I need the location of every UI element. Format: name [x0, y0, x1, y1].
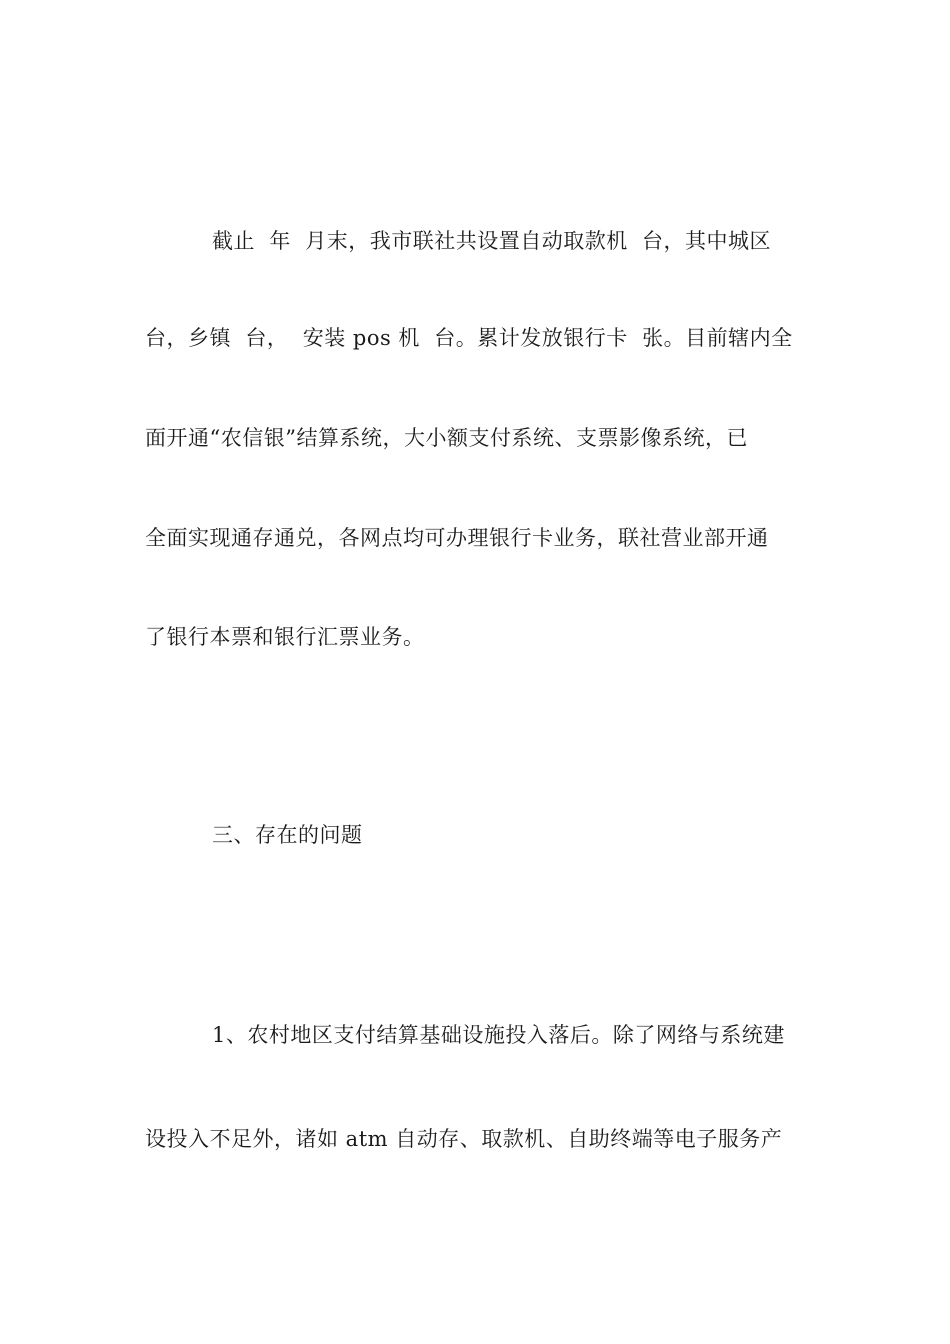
paragraph-1-line-3: 面开通“农信银”结算系统，大小额支付系统、支票影像系统，已 [145, 426, 748, 450]
paragraph-1-line-5: 了银行本票和银行汇票业务。 [145, 625, 425, 649]
paragraph-2-line-2: 设投入不足外，诸如 atm 自动存、取款机、自助终端等电子服务产 [145, 1127, 783, 1151]
section-heading: 三、存在的问题 [212, 823, 363, 847]
paragraph-2-line-1: 1、农村地区支付结算基础设施投入落后。除了网络与系统建 [212, 1023, 785, 1047]
paragraph-1-line-4: 全面实现通存通兑，各网点均可办理银行卡业务，联社营业部开通 [145, 526, 769, 550]
paragraph-1-line-2: 台，乡镇 台， 安装 pos 机 台。累计发放银行卡 张。目前辖内全 [145, 326, 793, 350]
paragraph-1-line-1: 截止 年 月末，我市联社共设置自动取款机 台，其中城区 [212, 229, 772, 253]
